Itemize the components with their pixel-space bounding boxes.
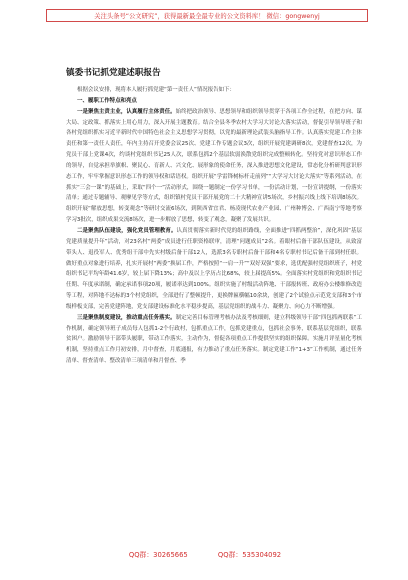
paragraph-1-body: 始终把政治领导、思想领导和组织领导贯穿于各项工作全过程，在把方向、谋大局、定政策、抓落实上用心用力，深入开展主题教育。结合全县冬季农村大学习大讨论大落实活动，督促引导领导班子和各村党组织抓实习近平新时代中国特色社会主义思想学习贯彻，以党的最新理论武装头脑指导工作。认真落实党建工作主体责任和第一责任人责任，年内主持召开党委会议25次、党建工作专题会议3次，组织开展党建调研8次，党建督查12次，为党员干部上党课4次，约谈村党组织书记25人次，联系包抓2个基层软弱涣散党组织完成整顿转化。坚持党对意识形态工作的领导，自觉承担举旗帜、聚民心、育新人、兴文化、展形象的使命任务，深入推进思想文化建设，常态化分析研判意识形态工作，牢牢掌握意识形态工作的领导权和话语权。组织开展“学雷锋树标杆走前列”“大学习大讨论大落实”等系列活动，在抓实“三会一课”的基础上，采取“四个一”活动形式，围绕一题制定一份学习书单，一份活动计划，一份宣讲提纲，一份落实清单；通过专题辅导、观摩见学等方式，组织镇村党员干部开展党的二十大精神宣讲5场次，乡村振兴线上线下培训8场次。组织开展“解放思想，转变观念”等研讨交流6场次，到陕西省宜君、杨凌现代农业产业园、广州种博会、广西南宁等地考察学习3批次，组织成果交流8场次，进一步解放了思想，转变了观念，凝聚了发展共识。 — [66, 108, 362, 224]
paragraph-1-lead: 一是聚焦主责主业，认真履行主体责任。 — [77, 108, 176, 115]
paragraph-2 — [66, 226, 362, 313]
document-title: 镇委书记抓党建述职报告 — [66, 68, 161, 78]
section-heading: 一、履职工作特点和亮点 — [77, 97, 137, 104]
document-body — [66, 85, 362, 367]
qq-group-2: QQ群：535304092 — [217, 551, 282, 559]
paragraph-3-body: 制定完善目标管理考核办法及考核细则，建立科级领导干部“四包抓两联系”工作机制，确定领导班子成员每人包抓1-2个行政村，包抓重点工作，包抓党建重点，包抓社会事务，联系基层党组织，联系贫困户。激励领导干部带头履职，带动工作落实，主动作为，督促各项重点工作提供坚实的组织保障。实施月评星量化考核机制，坚持重点工作月初安排，月中督查，月底通报，有力推动了重点任务落实。制定党建工作“1+3”工作机制，通过任务清单、督查清单、整改清单三项清单和月督查、季 — [66, 314, 362, 365]
promo-banner: 关注头条号“公文研究”，获得最新最全最专业的公文资料库！ 微信：gongwenyj — [46, 9, 368, 22]
paragraph-1 — [66, 107, 362, 226]
qq-group-1: QQ群：30265665 — [128, 551, 188, 559]
paragraph-3 — [66, 313, 362, 367]
paragraph-2-body: 认真贯彻落实新时代党的组织路线，全面推进“四抓两整治”，深化巩固“基层党建质量提升年”活动，对23名村“两委”成员进行任职资格联审，清理“问题成员”2名。着眼村后备干部队伍建设，从致富带头人、退役军人、优秀组干部中先实村级后备干部12人，选派3名专职村后备干部和4名专职村书记后备干部到村任职。做好重点对象进行培养，扎实开展村“两委”换届工作，严格按照“一肩一升”“双好双强”要求，选优配强村党组织班子，村党组织书记平均年龄41.6岁，较上届下降13%；高中及以上学历占比68%，较上届提高5%。全面落实村党组织和党组织书记任期、年度承诺制，确定承诺事项20项，履诺率达到100%。组织实施了村级活动阵地、干部报转班、政府办公楼维修改造等工程，对阵地不达标的3个村党组织，全部进行了整顿提升，更换牌匾横幅10余块，创建了2个试验点示范党支部和3个市级样板支部，完善党建阵地，党支部建设标准化水平稳步提高，基层党组织的战斗力、凝聚力、向心力不断增强。 — [66, 227, 362, 310]
qq-group-banner — [100, 549, 310, 561]
intro-paragraph: 根据会议安排，现将本人履行抓党建“第一责任人”情况报告如下： — [77, 87, 235, 93]
paragraph-2-lead: 二是聚焦队伍建设，强化党员管理教育。 — [77, 227, 177, 234]
paragraph-3-lead: 三是聚焦制度建设，推动重点任务落实。 — [77, 314, 176, 321]
